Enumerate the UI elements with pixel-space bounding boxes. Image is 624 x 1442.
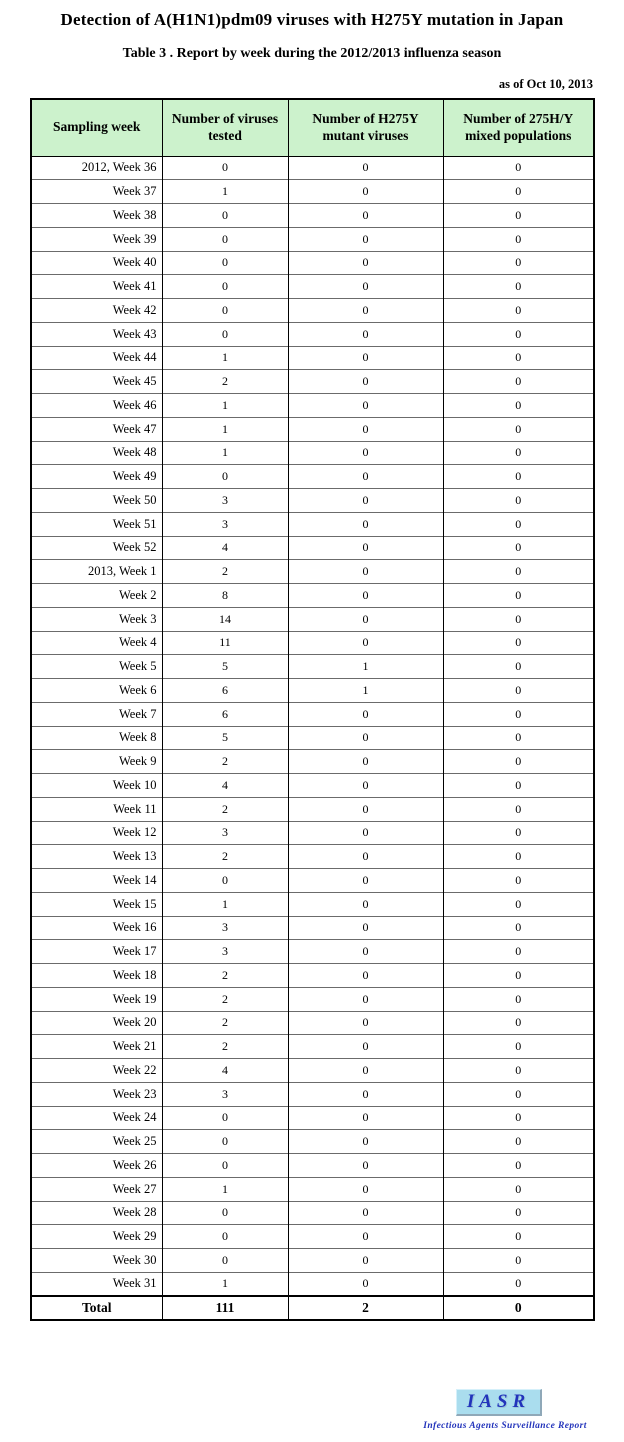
h275y-mutant-value: 0: [288, 560, 443, 584]
mixed-populations-value: 0: [443, 584, 594, 608]
viruses-tested-value: 2: [162, 750, 288, 774]
table-row: [31, 964, 594, 988]
mixed-populations-value: 0: [443, 1130, 594, 1154]
viruses-tested-value: 4: [162, 1059, 288, 1083]
h275y-mutant-value: 0: [288, 275, 443, 299]
week-label: Week 17: [31, 940, 162, 964]
mixed-populations-value: 0: [443, 251, 594, 275]
viruses-tested-value: 11: [162, 631, 288, 655]
mixed-populations-value: 0: [443, 845, 594, 869]
week-label: Week 26: [31, 1154, 162, 1178]
table-row: [31, 156, 594, 180]
week-label: Week 4: [31, 631, 162, 655]
table-row: [31, 1082, 594, 1106]
header-h275y-mutant: Number of H275Y mutant viruses: [288, 99, 443, 156]
mixed-populations-value: 0: [443, 441, 594, 465]
table-footer: [31, 1296, 594, 1320]
header-sampling-week: Sampling week: [31, 99, 162, 156]
viruses-tested-value: 1: [162, 441, 288, 465]
mixed-populations-value: 0: [443, 726, 594, 750]
week-label: Week 39: [31, 227, 162, 251]
h275y-mutant-value: 0: [288, 394, 443, 418]
table-row: [31, 227, 594, 251]
h275y-mutant-value: 0: [288, 512, 443, 536]
viruses-tested-value: 1: [162, 180, 288, 204]
table-row: [31, 1035, 594, 1059]
mixed-populations-value: 0: [443, 156, 594, 180]
week-label: Week 24: [31, 1106, 162, 1130]
mixed-populations-value: 0: [443, 536, 594, 560]
table-row: [31, 1011, 594, 1035]
h275y-mutant-value: 0: [288, 489, 443, 513]
mixed-populations-value: 0: [443, 204, 594, 228]
viruses-tested-value: 0: [162, 1225, 288, 1249]
mixed-populations-value: 0: [443, 964, 594, 988]
viruses-tested-value: 0: [162, 156, 288, 180]
week-label: Week 29: [31, 1225, 162, 1249]
table-row: [31, 987, 594, 1011]
weekly-report-table: [30, 98, 595, 1321]
week-label: Week 5: [31, 655, 162, 679]
week-label: Week 25: [31, 1130, 162, 1154]
header-viruses-tested: Number of viruses tested: [162, 99, 288, 156]
table-row: [31, 1177, 594, 1201]
table-row: [31, 631, 594, 655]
mixed-populations-value: 0: [443, 797, 594, 821]
viruses-tested-value: 3: [162, 821, 288, 845]
h275y-mutant-value: 0: [288, 869, 443, 893]
table-row: [31, 1106, 594, 1130]
footer-logo-area: [0, 1387, 624, 1437]
table-row: [31, 845, 594, 869]
table-row: [31, 774, 594, 798]
mixed-populations-value: 0: [443, 227, 594, 251]
table-row: [31, 560, 594, 584]
mixed-populations-value: 0: [443, 702, 594, 726]
table-row: [31, 251, 594, 275]
h275y-mutant-value: 0: [288, 987, 443, 1011]
h275y-mutant-value: 0: [288, 370, 443, 394]
table-row: [31, 322, 594, 346]
viruses-tested-value: 0: [162, 465, 288, 489]
table-row: [31, 702, 594, 726]
table-row: [31, 916, 594, 940]
week-label: Week 49: [31, 465, 162, 489]
table-row: [31, 536, 594, 560]
mixed-populations-value: 0: [443, 1249, 594, 1273]
viruses-tested-value: 1: [162, 417, 288, 441]
table-row: [31, 180, 594, 204]
table-row: [31, 1154, 594, 1178]
viruses-tested-value: 3: [162, 940, 288, 964]
week-label: Week 50: [31, 489, 162, 513]
h275y-mutant-value: 0: [288, 1011, 443, 1035]
h275y-mutant-value: 0: [288, 1059, 443, 1083]
mixed-populations-value: 0: [443, 631, 594, 655]
h275y-mutant-value: 0: [288, 845, 443, 869]
total-mixed-populations: 0: [443, 1296, 594, 1320]
viruses-tested-value: 3: [162, 512, 288, 536]
table-row: [31, 489, 594, 513]
viruses-tested-value: 0: [162, 1249, 288, 1273]
h275y-mutant-value: 0: [288, 204, 443, 228]
h275y-mutant-value: 0: [288, 940, 443, 964]
h275y-mutant-value: 1: [288, 679, 443, 703]
viruses-tested-value: 2: [162, 1011, 288, 1035]
viruses-tested-value: 6: [162, 702, 288, 726]
h275y-mutant-value: 0: [288, 322, 443, 346]
viruses-tested-value: 2: [162, 797, 288, 821]
table-row: [31, 1225, 594, 1249]
mixed-populations-value: 0: [443, 275, 594, 299]
total-viruses-tested: 111: [162, 1296, 288, 1320]
mixed-populations-value: 0: [443, 180, 594, 204]
h275y-mutant-value: 0: [288, 1130, 443, 1154]
mixed-populations-value: 0: [443, 774, 594, 798]
week-label: Week 21: [31, 1035, 162, 1059]
week-label: Week 6: [31, 679, 162, 703]
week-label: Week 2: [31, 584, 162, 608]
h275y-mutant-value: 0: [288, 821, 443, 845]
viruses-tested-value: 1: [162, 394, 288, 418]
week-label: Week 41: [31, 275, 162, 299]
week-label: Week 37: [31, 180, 162, 204]
week-label: Week 47: [31, 417, 162, 441]
week-label: Week 8: [31, 726, 162, 750]
h275y-mutant-value: 0: [288, 251, 443, 275]
viruses-tested-value: 2: [162, 964, 288, 988]
table-row: [31, 1130, 594, 1154]
table-row: [31, 275, 594, 299]
h275y-mutant-value: 0: [288, 156, 443, 180]
viruses-tested-value: 5: [162, 655, 288, 679]
as-of-date: as of Oct 10, 2013: [498, 77, 593, 91]
mixed-populations-value: 0: [443, 370, 594, 394]
mixed-populations-value: 0: [443, 655, 594, 679]
mixed-populations-value: 0: [443, 394, 594, 418]
viruses-tested-value: 0: [162, 227, 288, 251]
table-body: [31, 156, 594, 1296]
viruses-tested-value: 14: [162, 607, 288, 631]
h275y-mutant-value: 0: [288, 726, 443, 750]
mixed-populations-value: 0: [443, 1201, 594, 1225]
mixed-populations-value: 0: [443, 1059, 594, 1083]
table-header: [31, 99, 594, 156]
week-label: Week 20: [31, 1011, 162, 1035]
viruses-tested-value: 2: [162, 987, 288, 1011]
h275y-mutant-value: 0: [288, 702, 443, 726]
mixed-populations-value: 0: [443, 1035, 594, 1059]
mixed-populations-value: 0: [443, 299, 594, 323]
week-label: Week 23: [31, 1082, 162, 1106]
viruses-tested-value: 3: [162, 1082, 288, 1106]
table-row: [31, 655, 594, 679]
h275y-mutant-value: 0: [288, 964, 443, 988]
mixed-populations-value: 0: [443, 607, 594, 631]
week-label: Week 14: [31, 869, 162, 893]
week-label: 2013, Week 1: [31, 560, 162, 584]
h275y-mutant-value: 0: [288, 1177, 443, 1201]
h275y-mutant-value: 0: [288, 536, 443, 560]
viruses-tested-value: 0: [162, 322, 288, 346]
iasr-logo: [456, 1389, 542, 1416]
mixed-populations-value: 0: [443, 869, 594, 893]
viruses-tested-value: 3: [162, 489, 288, 513]
mixed-populations-value: 0: [443, 1154, 594, 1178]
mixed-populations-value: 0: [443, 1106, 594, 1130]
week-label: Week 52: [31, 536, 162, 560]
table-row: [31, 394, 594, 418]
week-label: Week 46: [31, 394, 162, 418]
mixed-populations-value: 0: [443, 1011, 594, 1035]
week-label: Week 3: [31, 607, 162, 631]
table-row: [31, 1249, 594, 1273]
viruses-tested-value: 2: [162, 370, 288, 394]
week-label: Week 12: [31, 821, 162, 845]
viruses-tested-value: 1: [162, 892, 288, 916]
mixed-populations-value: 0: [443, 1177, 594, 1201]
week-label: Week 42: [31, 299, 162, 323]
week-label: Week 38: [31, 204, 162, 228]
h275y-mutant-value: 0: [288, 227, 443, 251]
h275y-mutant-value: 0: [288, 465, 443, 489]
page-title: Detection of A(H1N1)pdm09 viruses with H275Y mutation in Japan: [60, 10, 564, 29]
week-label: Week 44: [31, 346, 162, 370]
week-label: Week 7: [31, 702, 162, 726]
mixed-populations-value: 0: [443, 916, 594, 940]
h275y-mutant-value: 1: [288, 655, 443, 679]
table-row: [31, 679, 594, 703]
mixed-populations-value: 0: [443, 679, 594, 703]
mixed-populations-value: 0: [443, 560, 594, 584]
viruses-tested-value: 6: [162, 679, 288, 703]
week-label: Week 18: [31, 964, 162, 988]
iasr-logo-caption: Infectious Agents Surveillance Report: [423, 1421, 587, 1431]
mixed-populations-value: 0: [443, 512, 594, 536]
week-label: Week 30: [31, 1249, 162, 1273]
viruses-tested-value: 1: [162, 1177, 288, 1201]
h275y-mutant-value: 0: [288, 584, 443, 608]
mixed-populations-value: 0: [443, 1082, 594, 1106]
viruses-tested-value: 3: [162, 916, 288, 940]
h275y-mutant-value: 0: [288, 774, 443, 798]
viruses-tested-value: 1: [162, 1272, 288, 1296]
week-label: Week 11: [31, 797, 162, 821]
week-label: Week 43: [31, 322, 162, 346]
viruses-tested-value: 0: [162, 1130, 288, 1154]
week-label: Week 51: [31, 512, 162, 536]
h275y-mutant-value: 0: [288, 750, 443, 774]
table-row: [31, 1201, 594, 1225]
week-label: 2012, Week 36: [31, 156, 162, 180]
viruses-tested-value: 2: [162, 845, 288, 869]
table-row: [31, 441, 594, 465]
week-label: Week 19: [31, 987, 162, 1011]
total-label: Total: [31, 1296, 162, 1320]
viruses-tested-value: 0: [162, 275, 288, 299]
viruses-tested-value: 0: [162, 1106, 288, 1130]
table-row: [31, 512, 594, 536]
week-label: Week 28: [31, 1201, 162, 1225]
h275y-mutant-value: 0: [288, 1225, 443, 1249]
h275y-mutant-value: 0: [288, 1249, 443, 1273]
table-row: [31, 584, 594, 608]
viruses-tested-value: 2: [162, 560, 288, 584]
total-h275y-mutant: 2: [288, 1296, 443, 1320]
mixed-populations-value: 0: [443, 346, 594, 370]
week-label: Week 10: [31, 774, 162, 798]
viruses-tested-value: 0: [162, 1201, 288, 1225]
h275y-mutant-value: 0: [288, 916, 443, 940]
table-row: [31, 1272, 594, 1296]
mixed-populations-value: 0: [443, 892, 594, 916]
mixed-populations-value: 0: [443, 1272, 594, 1296]
table-row: [31, 204, 594, 228]
table-row: [31, 821, 594, 845]
table-row: [31, 797, 594, 821]
h275y-mutant-value: 0: [288, 299, 443, 323]
table-row: [31, 607, 594, 631]
h275y-mutant-value: 0: [288, 1201, 443, 1225]
h275y-mutant-value: 0: [288, 417, 443, 441]
header-mixed-populations: Number of 275H/Y mixed populations: [443, 99, 594, 156]
h275y-mutant-value: 0: [288, 1272, 443, 1296]
viruses-tested-value: 4: [162, 536, 288, 560]
table-caption: Table 3 . Report by week during the 2012/2013 influenza season: [122, 46, 502, 61]
mixed-populations-value: 0: [443, 940, 594, 964]
h275y-mutant-value: 0: [288, 346, 443, 370]
week-label: Week 16: [31, 916, 162, 940]
table-row: [31, 417, 594, 441]
viruses-tested-value: 1: [162, 346, 288, 370]
week-label: Week 31: [31, 1272, 162, 1296]
table-row: [31, 1059, 594, 1083]
mixed-populations-value: 0: [443, 1225, 594, 1249]
week-label: Week 13: [31, 845, 162, 869]
week-label: Week 45: [31, 370, 162, 394]
viruses-tested-value: 0: [162, 204, 288, 228]
table-row: [31, 370, 594, 394]
iasr-logo-text: IASR: [466, 1391, 531, 1412]
table-row: [31, 869, 594, 893]
week-label: Week 48: [31, 441, 162, 465]
h275y-mutant-value: 0: [288, 1106, 443, 1130]
week-label: Week 9: [31, 750, 162, 774]
viruses-tested-value: 0: [162, 869, 288, 893]
h275y-mutant-value: 0: [288, 1154, 443, 1178]
table-row: [31, 726, 594, 750]
viruses-tested-value: 0: [162, 1154, 288, 1178]
mixed-populations-value: 0: [443, 417, 594, 441]
h275y-mutant-value: 0: [288, 441, 443, 465]
h275y-mutant-value: 0: [288, 797, 443, 821]
table-row: [31, 940, 594, 964]
viruses-tested-value: 5: [162, 726, 288, 750]
mixed-populations-value: 0: [443, 987, 594, 1011]
viruses-tested-value: 0: [162, 251, 288, 275]
mixed-populations-value: 0: [443, 322, 594, 346]
mixed-populations-value: 0: [443, 750, 594, 774]
mixed-populations-value: 0: [443, 489, 594, 513]
viruses-tested-value: 2: [162, 1035, 288, 1059]
h275y-mutant-value: 0: [288, 631, 443, 655]
table-row: [31, 465, 594, 489]
week-label: Week 22: [31, 1059, 162, 1083]
week-label: Week 27: [31, 1177, 162, 1201]
mixed-populations-value: 0: [443, 821, 594, 845]
viruses-tested-value: 8: [162, 584, 288, 608]
table-row: [31, 892, 594, 916]
table-row: [31, 346, 594, 370]
week-label: Week 40: [31, 251, 162, 275]
h275y-mutant-value: 0: [288, 1082, 443, 1106]
h275y-mutant-value: 0: [288, 892, 443, 916]
h275y-mutant-value: 0: [288, 1035, 443, 1059]
table-row: [31, 750, 594, 774]
viruses-tested-value: 0: [162, 299, 288, 323]
total-row: [31, 1296, 594, 1320]
week-label: Week 15: [31, 892, 162, 916]
h275y-mutant-value: 0: [288, 180, 443, 204]
table-row: [31, 299, 594, 323]
viruses-tested-value: 4: [162, 774, 288, 798]
mixed-populations-value: 0: [443, 465, 594, 489]
h275y-mutant-value: 0: [288, 607, 443, 631]
